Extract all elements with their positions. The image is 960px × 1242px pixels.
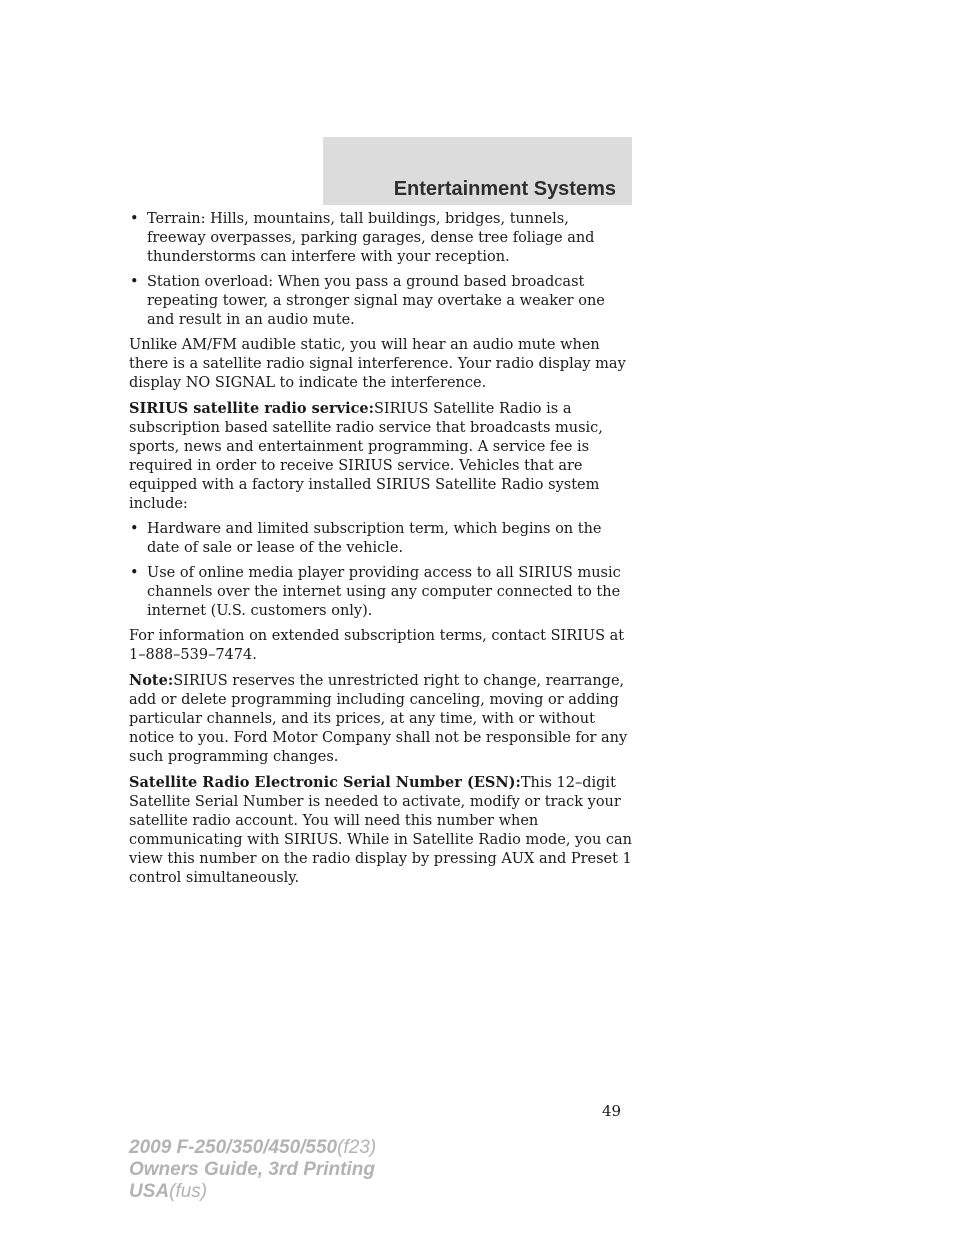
bullet-text: Hardware and limited subscription term, which begins on the date of sale or lease of the vehicle. <box>147 521 602 556</box>
bullet-icon: • <box>130 211 139 227</box>
paragraph-sirius-service <box>129 399 632 514</box>
bullet-text: Station overload: When you pass a ground based broadcast repeating tower, a stronger signal may overtake a weaker one and result in an audio mute. <box>147 274 605 328</box>
esn-heading: Satellite Radio Electronic Serial Number (ESN): <box>129 774 521 791</box>
bullet-icon: • <box>130 521 139 537</box>
section-header <box>323 137 632 205</box>
bullet-text: Terrain: Hills, mountains, tall buildings, bridges, tunnels, freeway overpasses, parking garages, dense tree foliage and thunderstorms can interfere with your reception. <box>147 211 595 265</box>
footer-model-code: (f23) <box>337 1137 377 1158</box>
paragraph-signal-interference: Unlike AM/FM audible static, you will hear an audio mute when there is a satellite radio signal interference. Your radio display may display NO SIGNAL to indicate the interference. <box>129 337 626 391</box>
paragraph-subscription-info: For information on extended subscription terms, contact SIRIUS at 1–888–539–7474. <box>129 628 625 663</box>
bullet-item-hardware <box>129 520 632 558</box>
page-number: 49 <box>602 1102 622 1120</box>
footer-guide-line: Owners Guide, 3rd Printing <box>129 1159 375 1180</box>
bullet-item-station-overload <box>129 273 632 330</box>
note-label: Note: <box>129 672 174 689</box>
footer-region-code: (fus) <box>169 1181 208 1202</box>
footer-region: USA <box>129 1181 170 1202</box>
paragraph-note <box>129 671 632 767</box>
note-text: SIRIUS reserves the unrestricted right to change, rearrange, add or delete programming including canceling, moving or adding particular channels, and its prices, at any time, with or without notice to you. Ford Motor Company shall not be responsible for any such programming changes. <box>129 673 628 765</box>
document-footer <box>129 1137 376 1203</box>
footer-model: 2009 F-250/350/450/550 <box>129 1137 338 1158</box>
footer-model-line <box>129 1137 376 1159</box>
sirius-service-text: SIRIUS Satellite Radio is a subscription based satellite radio service that broadcasts music, sports, news and entertainment programming. A service fee is required in order to receive SIRIUS service. Vehicles that are equipped with a factory installed SIRIUS Satellite Radio system include: <box>129 401 603 512</box>
bullet-text: Use of online media player providing access to all SIRIUS music channels over the internet using any computer connected to the internet (U.S. customers only). <box>147 565 621 619</box>
footer-region-line <box>129 1181 376 1203</box>
sirius-service-heading: SIRIUS satellite radio service: <box>129 400 374 417</box>
bullet-item-online-player <box>129 564 632 621</box>
bullet-icon: • <box>130 274 139 290</box>
section-title: Entertainment Systems <box>393 178 616 200</box>
bullet-item-terrain <box>129 210 632 267</box>
page-content <box>129 210 632 894</box>
bullet-icon: • <box>130 565 139 581</box>
esn-text: This 12–digit Satellite Serial Number is needed to activate, modify or track your satellite radio account. You will need this number when communicating with SIRIUS. While in Satellite Radio mode, you can view this number on the radio display by pressing AUX and Preset 1 control simultaneously. <box>129 775 633 886</box>
paragraph-esn <box>129 773 632 888</box>
